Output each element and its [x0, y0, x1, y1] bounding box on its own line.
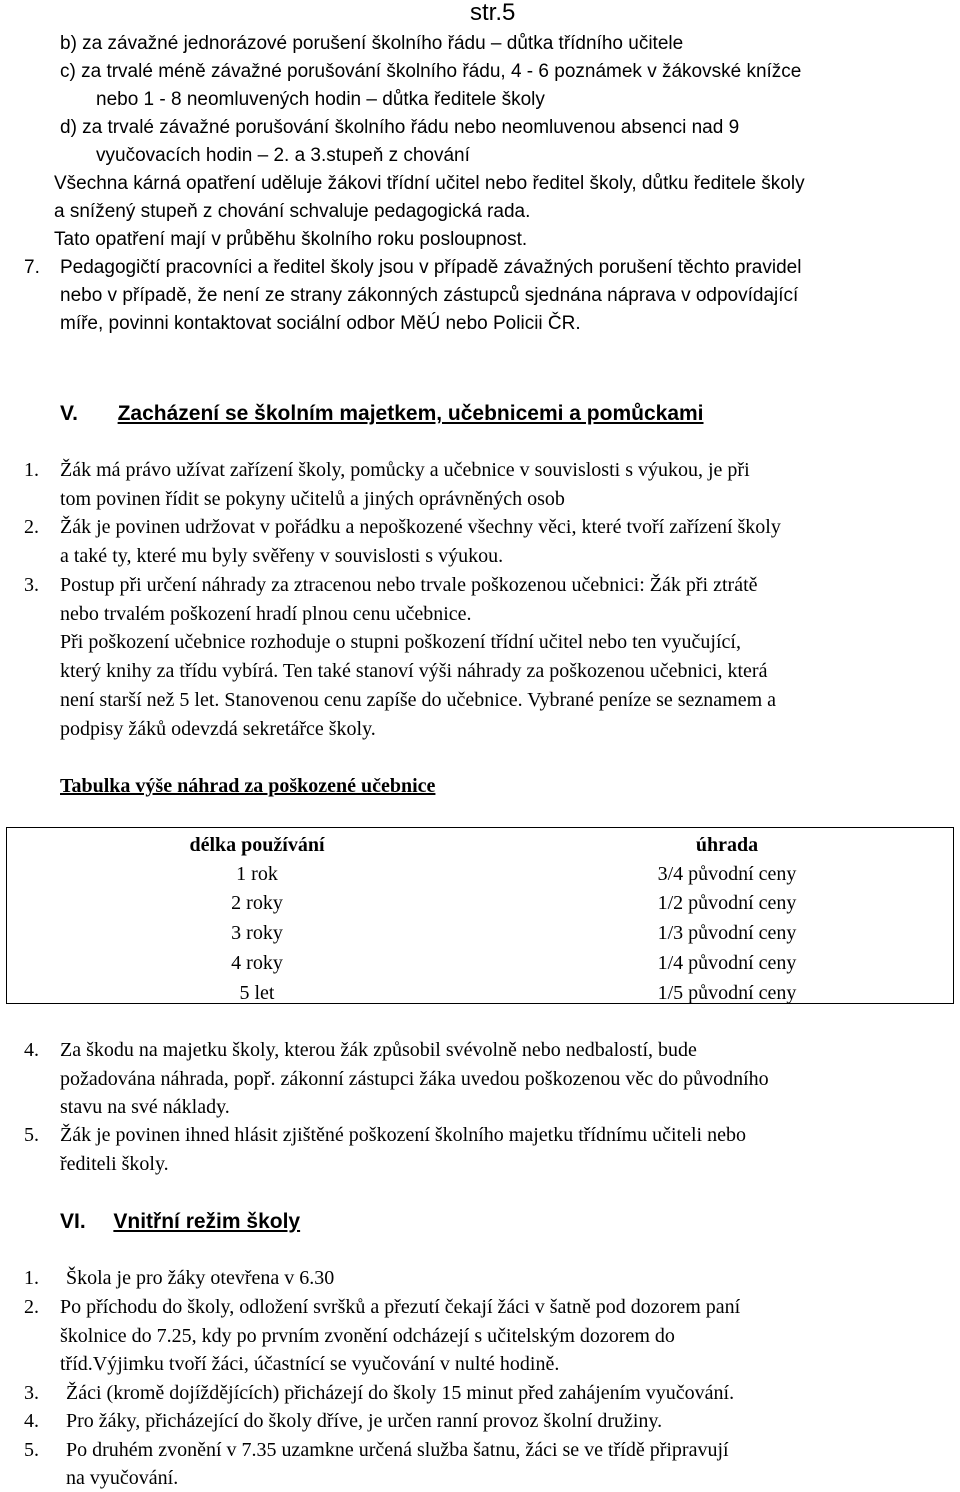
s6-item-4-line1: Pro žáky, přicházející do školy dříve, je určen ranní provoz školní družiny. [66, 1410, 663, 1432]
section-6-title: Vnitřní režim školy [113, 1210, 301, 1233]
discipline-item-c-line1: c) za trvalé méně závažné porušování školního řádu, 4 - 6 poznámek v žákovské knížce [60, 61, 802, 82]
after-item-4-line1: Za škodu na majetku školy, kterou žák způsobil svévolně nebo nedbalostí, bude [60, 1039, 697, 1061]
item-7-number: 7. [24, 257, 40, 278]
after-item-5-line1: Žák je povinen ihned hlásit zjištěné poškození školního majetku třídnímu učiteli nebo [60, 1124, 746, 1146]
s6-item-2-line2: školnice do 7.25, kdy po prvním zvonění odcházejí s učitelským dozorem do [60, 1325, 675, 1347]
table-title: Tabulka výše náhrad za poškozené učebnice [60, 775, 436, 797]
s5-item-2-number: 2. [24, 516, 39, 538]
s5-item-1-number: 1. [24, 459, 39, 481]
s5-item-3-number: 3. [24, 574, 39, 596]
s6-item-1-number: 1. [24, 1267, 39, 1289]
discipline-paragraph-line1: Všechna kárná opatření uděluje žákovi třídní učitel nebo ředitel školy, důtku ředitele školy [54, 173, 805, 194]
s6-item-2-line1: Po příchodu do školy, odložení svršků a přezutí čekají žáci v šatně pod dozorem paní [60, 1296, 741, 1318]
s5-item-3-line4: který knihy za třídu vybírá. Ten také stanoví výši náhrady za poškozenou učebnici, která [60, 660, 768, 682]
s6-item-2-number: 2. [24, 1296, 39, 1318]
discipline-paragraph-line2: a snížený stupeň z chování schvaluje pedagogická rada. [54, 201, 531, 222]
table-cell-duration: 1 rok [236, 863, 278, 885]
after-item-4-line2: požadována náhrada, popř. zákonní zástupci žáka uvedou poškozenou věc do původního [60, 1068, 769, 1090]
s5-item-3-line5: není starší než 5 let. Stanovenou cenu zapíše do učebnice. Vybrané peníze se seznamem a [60, 689, 777, 711]
s6-item-5-line1: Po druhém zvonění v 7.35 uzamkne určená služba šatnu, žáci se ve třídě připravují [66, 1439, 729, 1461]
compensation-table [6, 827, 954, 1004]
s5-item-2-line1: Žák je povinen udržovat v pořádku a nepoškozené všechny věci, které tvoří zařízení školy [60, 516, 781, 538]
s6-item-3-number: 3. [24, 1382, 39, 1404]
discipline-item-d-line2: vyučovacích hodin – 2. a 3.stupeň z chování [96, 145, 470, 166]
section-6-heading [60, 1211, 300, 1232]
s5-item-3-line2: nebo trvalém poškození hradí plnou cenu učebnice. [60, 603, 472, 625]
s6-item-5-line2: na vyučování. [66, 1467, 179, 1489]
discipline-item-b: b) za závažné jednorázové porušení školního řádu – důtka třídního učitele [60, 33, 684, 54]
table-cell-compensation: 3/4 původní ceny [657, 863, 797, 885]
s5-item-3-line3: Při poškození učebnice rozhoduje o stupni poškození třídní učitel nebo ten vyučující, [60, 631, 741, 653]
discipline-item-c-line2: nebo 1 - 8 neomluvených hodin – důtka ředitele školy [96, 89, 545, 110]
s5-item-3-line1: Postup při určení náhrady za ztracenou nebo trvale poškozenou učebnici: Žák při ztrátě [60, 574, 758, 596]
table-cell-compensation: 1/2 původní ceny [657, 892, 797, 914]
section-6-number: VI. [60, 1210, 86, 1233]
table-cell-compensation: 1/4 původní ceny [657, 952, 797, 974]
s6-item-2-line3: tříd.Výjimku tvoří žáci, účastnící se vyučování v nulté hodině. [60, 1353, 560, 1375]
s5-item-2-line2: a také ty, které mu byly svěřeny v souvislosti s výukou. [60, 545, 504, 567]
section-5-heading [60, 403, 704, 424]
after-item-4-line3: stavu na své náklady. [60, 1096, 230, 1118]
table-cell-duration: 2 roky [231, 892, 283, 914]
s5-item-1-line2: tom povinen řídit se pokyny učitelů a jiných oprávněných osob [60, 488, 565, 510]
table-header-compensation: úhrada [695, 834, 759, 856]
s6-item-5-number: 5. [24, 1439, 39, 1461]
s6-item-4-number: 4. [24, 1410, 39, 1432]
section-5-number: V. [60, 402, 78, 425]
after-item-5-number: 5. [24, 1124, 39, 1146]
s5-item-3-line6: podpisy žáků odevzdá sekretářce školy. [60, 718, 376, 740]
table-cell-compensation: 1/5 původní ceny [657, 982, 797, 1004]
table-cell-duration: 4 roky [231, 952, 283, 974]
table-cell-duration: 5 let [239, 982, 275, 1004]
item-7-line2: nebo v případě, že není ze strany zákonných zástupců sjednána náprava v odpovídající [60, 285, 799, 306]
s6-item-1-line1: Škola je pro žáky otevřena v 6.30 [66, 1267, 335, 1289]
s6-item-3-line1: Žáci (kromě dojíždějících) přicházejí do školy 15 minut před zahájením vyučování. [66, 1382, 735, 1404]
table-header-duration: délka používání [189, 834, 325, 856]
table-cell-compensation: 1/3 původní ceny [657, 922, 797, 944]
after-item-4-number: 4. [24, 1039, 39, 1061]
after-item-5-line2: řediteli školy. [60, 1153, 169, 1175]
section-5-title: Zacházení se školním majetkem, učebnicemi a pomůckami [117, 402, 704, 425]
s5-item-1-line1: Žák má právo užívat zařízení školy, pomůcky a učebnice v souvislosti s výukou, je při [60, 459, 750, 481]
discipline-paragraph-line3: Tato opatření mají v průběhu školního roku posloupnost. [54, 229, 528, 250]
discipline-item-d-line1: d) za trvalé závažné porušování školního řádu nebo neomluvenou absenci nad 9 [60, 117, 740, 138]
page-number: str.5 [470, 0, 516, 26]
item-7-line3: míře, povinni kontaktovat sociální odbor MěÚ nebo Policii ČR. [60, 313, 581, 334]
table-cell-duration: 3 roky [231, 922, 283, 944]
item-7-line1: Pedagogičtí pracovníci a ředitel školy jsou v případě závažných porušení těchto pravidel [60, 257, 802, 278]
